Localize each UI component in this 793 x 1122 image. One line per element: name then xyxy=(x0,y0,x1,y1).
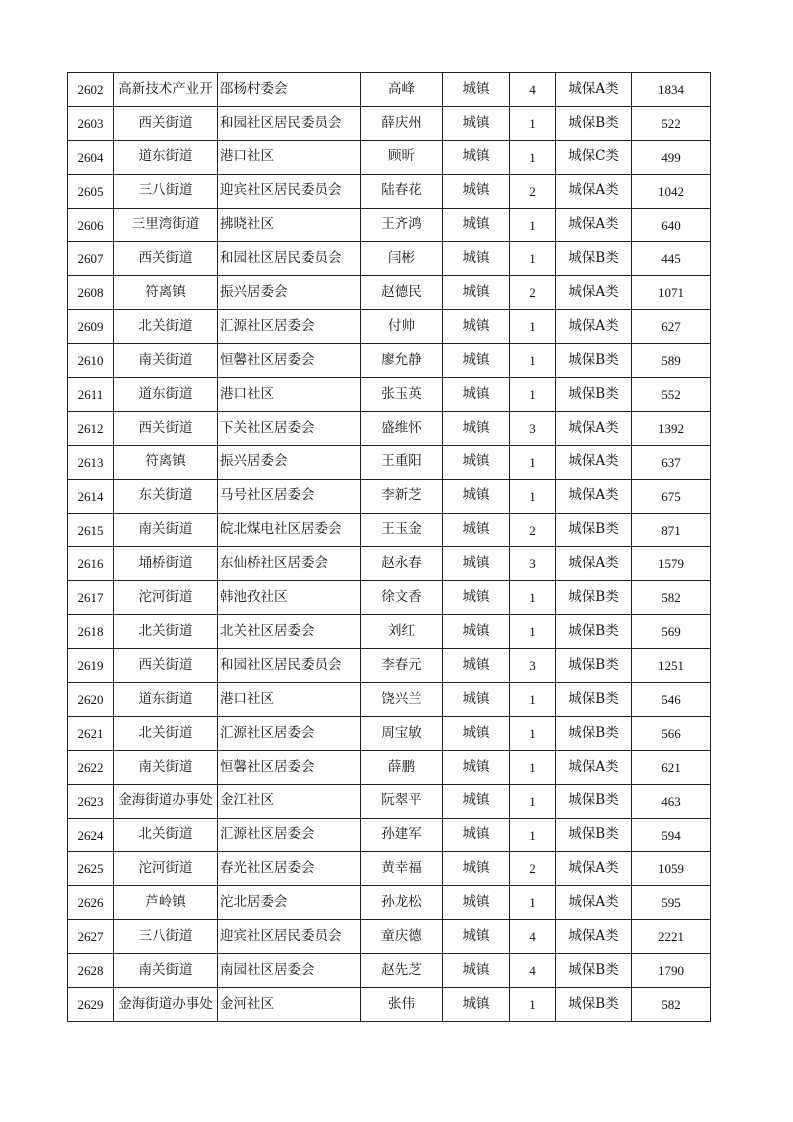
household-count-cell: 4 xyxy=(510,920,556,954)
category-cell: 城保B类 xyxy=(556,716,632,750)
table-row xyxy=(68,208,711,242)
serial-number-cell: 2621 xyxy=(68,716,114,750)
amount-cell: 637 xyxy=(632,445,711,479)
category-cell: 城保C类 xyxy=(556,140,632,174)
amount-cell: 546 xyxy=(632,683,711,717)
name-cell: 薛鹏 xyxy=(361,750,443,784)
serial-number-cell: 2625 xyxy=(68,852,114,886)
community-cell: 汇源社区居委会 xyxy=(218,716,361,750)
community-cell: 和园社区居民委员会 xyxy=(218,649,361,683)
amount-cell: 1042 xyxy=(632,174,711,208)
township-cell: 西关街道 xyxy=(114,649,218,683)
township-cell: 南关街道 xyxy=(114,513,218,547)
household-count-cell: 1 xyxy=(510,310,556,344)
name-cell: 闫彬 xyxy=(361,242,443,276)
name-cell: 童庆德 xyxy=(361,920,443,954)
area-type-cell: 城镇 xyxy=(443,716,510,750)
area-type-cell: 城镇 xyxy=(443,547,510,581)
community-cell: 邵杨村委会 xyxy=(218,73,361,107)
table-row xyxy=(68,378,711,412)
township-cell: 西关街道 xyxy=(114,411,218,445)
community-cell: 和园社区居民委员会 xyxy=(218,242,361,276)
table-row xyxy=(68,479,711,513)
community-cell: 恒馨社区居委会 xyxy=(218,344,361,378)
name-cell: 赵先芝 xyxy=(361,954,443,988)
serial-number-cell: 2617 xyxy=(68,581,114,615)
serial-number-cell: 2614 xyxy=(68,479,114,513)
community-cell: 沱北居委会 xyxy=(218,886,361,920)
category-cell: 城保A类 xyxy=(556,73,632,107)
community-cell: 马号社区居委会 xyxy=(218,479,361,513)
community-cell: 迎宾社区居民委员会 xyxy=(218,920,361,954)
community-cell: 和园社区居民委员会 xyxy=(218,106,361,140)
community-cell: 南园社区居委会 xyxy=(218,954,361,988)
area-type-cell: 城镇 xyxy=(443,920,510,954)
amount-cell: 595 xyxy=(632,886,711,920)
table-row xyxy=(68,784,711,818)
township-cell: 埇桥街道 xyxy=(114,547,218,581)
township-cell: 西关街道 xyxy=(114,106,218,140)
amount-cell: 1071 xyxy=(632,276,711,310)
area-type-cell: 城镇 xyxy=(443,479,510,513)
name-cell: 孙建军 xyxy=(361,818,443,852)
serial-number-cell: 2618 xyxy=(68,615,114,649)
category-cell: 城保B类 xyxy=(556,683,632,717)
amount-cell: 499 xyxy=(632,140,711,174)
table-row xyxy=(68,344,711,378)
amount-cell: 566 xyxy=(632,716,711,750)
area-type-cell: 城镇 xyxy=(443,208,510,242)
table-row xyxy=(68,106,711,140)
category-cell: 城保A类 xyxy=(556,208,632,242)
township-cell: 沱河街道 xyxy=(114,581,218,615)
amount-cell: 1834 xyxy=(632,73,711,107)
category-cell: 城保B类 xyxy=(556,988,632,1022)
amount-cell: 569 xyxy=(632,615,711,649)
name-cell: 刘红 xyxy=(361,615,443,649)
serial-number-cell: 2624 xyxy=(68,818,114,852)
area-type-cell: 城镇 xyxy=(443,852,510,886)
serial-number-cell: 2628 xyxy=(68,954,114,988)
household-count-cell: 1 xyxy=(510,716,556,750)
community-cell: 北关社区居委会 xyxy=(218,615,361,649)
amount-cell: 589 xyxy=(632,344,711,378)
area-type-cell: 城镇 xyxy=(443,411,510,445)
household-count-cell: 3 xyxy=(510,411,556,445)
serial-number-cell: 2619 xyxy=(68,649,114,683)
category-cell: 城保A类 xyxy=(556,852,632,886)
name-cell: 付帅 xyxy=(361,310,443,344)
name-cell: 张玉英 xyxy=(361,378,443,412)
serial-number-cell: 2607 xyxy=(68,242,114,276)
amount-cell: 675 xyxy=(632,479,711,513)
name-cell: 赵德民 xyxy=(361,276,443,310)
township-cell: 芦岭镇 xyxy=(114,886,218,920)
community-cell: 迎宾社区居民委员会 xyxy=(218,174,361,208)
township-cell: 符离镇 xyxy=(114,276,218,310)
serial-number-cell: 2606 xyxy=(68,208,114,242)
township-cell: 道东街道 xyxy=(114,140,218,174)
table-row xyxy=(68,649,711,683)
name-cell: 王重阳 xyxy=(361,445,443,479)
record-table xyxy=(67,72,711,1022)
household-count-cell: 1 xyxy=(510,988,556,1022)
amount-cell: 463 xyxy=(632,784,711,818)
household-count-cell: 2 xyxy=(510,174,556,208)
area-type-cell: 城镇 xyxy=(443,886,510,920)
amount-cell: 621 xyxy=(632,750,711,784)
category-cell: 城保B类 xyxy=(556,784,632,818)
community-cell: 金江社区 xyxy=(218,784,361,818)
category-cell: 城保B类 xyxy=(556,954,632,988)
amount-cell: 1251 xyxy=(632,649,711,683)
table-row xyxy=(68,513,711,547)
serial-number-cell: 2612 xyxy=(68,411,114,445)
amount-cell: 1392 xyxy=(632,411,711,445)
area-type-cell: 城镇 xyxy=(443,954,510,988)
amount-cell: 871 xyxy=(632,513,711,547)
area-type-cell: 城镇 xyxy=(443,750,510,784)
community-cell: 恒馨社区居委会 xyxy=(218,750,361,784)
table-row xyxy=(68,411,711,445)
household-count-cell: 4 xyxy=(510,73,556,107)
table-row xyxy=(68,615,711,649)
township-cell: 南关街道 xyxy=(114,954,218,988)
household-count-cell: 1 xyxy=(510,581,556,615)
serial-number-cell: 2616 xyxy=(68,547,114,581)
household-count-cell: 1 xyxy=(510,784,556,818)
name-cell: 阮翠平 xyxy=(361,784,443,818)
category-cell: 城保A类 xyxy=(556,445,632,479)
name-cell: 饶兴兰 xyxy=(361,683,443,717)
table-row xyxy=(68,445,711,479)
name-cell: 顾昕 xyxy=(361,140,443,174)
area-type-cell: 城镇 xyxy=(443,445,510,479)
township-cell: 北关街道 xyxy=(114,615,218,649)
serial-number-cell: 2603 xyxy=(68,106,114,140)
household-count-cell: 4 xyxy=(510,954,556,988)
area-type-cell: 城镇 xyxy=(443,106,510,140)
table-row xyxy=(68,852,711,886)
serial-number-cell: 2615 xyxy=(68,513,114,547)
area-type-cell: 城镇 xyxy=(443,784,510,818)
community-cell: 港口社区 xyxy=(218,140,361,174)
township-cell: 高新技术产业开 xyxy=(114,73,218,107)
category-cell: 城保A类 xyxy=(556,547,632,581)
area-type-cell: 城镇 xyxy=(443,344,510,378)
area-type-cell: 城镇 xyxy=(443,310,510,344)
community-cell: 拂晓社区 xyxy=(218,208,361,242)
table-row xyxy=(68,140,711,174)
household-count-cell: 1 xyxy=(510,886,556,920)
area-type-cell: 城镇 xyxy=(443,581,510,615)
area-type-cell: 城镇 xyxy=(443,276,510,310)
household-count-cell: 1 xyxy=(510,750,556,784)
category-cell: 城保A类 xyxy=(556,276,632,310)
name-cell: 周宝敏 xyxy=(361,716,443,750)
name-cell: 李新芝 xyxy=(361,479,443,513)
community-cell: 振兴居委会 xyxy=(218,445,361,479)
name-cell: 赵永春 xyxy=(361,547,443,581)
household-count-cell: 3 xyxy=(510,547,556,581)
household-count-cell: 1 xyxy=(510,344,556,378)
household-count-cell: 3 xyxy=(510,649,556,683)
name-cell: 廖允静 xyxy=(361,344,443,378)
amount-cell: 1579 xyxy=(632,547,711,581)
name-cell: 高峰 xyxy=(361,73,443,107)
table-row xyxy=(68,716,711,750)
household-count-cell: 1 xyxy=(510,479,556,513)
township-cell: 沱河街道 xyxy=(114,852,218,886)
table-row xyxy=(68,581,711,615)
area-type-cell: 城镇 xyxy=(443,73,510,107)
household-count-cell: 1 xyxy=(510,208,556,242)
community-cell: 皖北煤电社区居委会 xyxy=(218,513,361,547)
category-cell: 城保B类 xyxy=(556,649,632,683)
township-cell: 东关街道 xyxy=(114,479,218,513)
township-cell: 金海街道办事处 xyxy=(114,784,218,818)
area-type-cell: 城镇 xyxy=(443,174,510,208)
township-cell: 道东街道 xyxy=(114,683,218,717)
name-cell: 孙龙松 xyxy=(361,886,443,920)
amount-cell: 627 xyxy=(632,310,711,344)
area-type-cell: 城镇 xyxy=(443,818,510,852)
household-count-cell: 2 xyxy=(510,852,556,886)
serial-number-cell: 2611 xyxy=(68,378,114,412)
amount-cell: 445 xyxy=(632,242,711,276)
table-row xyxy=(68,276,711,310)
community-cell: 汇源社区居委会 xyxy=(218,818,361,852)
category-cell: 城保A类 xyxy=(556,411,632,445)
household-count-cell: 1 xyxy=(510,683,556,717)
community-cell: 金河社区 xyxy=(218,988,361,1022)
category-cell: 城保B类 xyxy=(556,106,632,140)
name-cell: 李春元 xyxy=(361,649,443,683)
township-cell: 北关街道 xyxy=(114,310,218,344)
township-cell: 三八街道 xyxy=(114,920,218,954)
name-cell: 黄幸福 xyxy=(361,852,443,886)
category-cell: 城保B类 xyxy=(556,344,632,378)
township-cell: 符离镇 xyxy=(114,445,218,479)
table-row xyxy=(68,174,711,208)
household-count-cell: 2 xyxy=(510,513,556,547)
serial-number-cell: 2609 xyxy=(68,310,114,344)
area-type-cell: 城镇 xyxy=(443,988,510,1022)
amount-cell: 522 xyxy=(632,106,711,140)
serial-number-cell: 2604 xyxy=(68,140,114,174)
household-count-cell: 1 xyxy=(510,615,556,649)
township-cell: 三里湾街道 xyxy=(114,208,218,242)
amount-cell: 582 xyxy=(632,581,711,615)
category-cell: 城保A类 xyxy=(556,920,632,954)
area-type-cell: 城镇 xyxy=(443,140,510,174)
serial-number-cell: 2605 xyxy=(68,174,114,208)
township-cell: 金海街道办事处 xyxy=(114,988,218,1022)
table-row xyxy=(68,818,711,852)
area-type-cell: 城镇 xyxy=(443,615,510,649)
serial-number-cell: 2620 xyxy=(68,683,114,717)
community-cell: 港口社区 xyxy=(218,683,361,717)
serial-number-cell: 2627 xyxy=(68,920,114,954)
name-cell: 盛维怀 xyxy=(361,411,443,445)
table-row xyxy=(68,920,711,954)
serial-number-cell: 2622 xyxy=(68,750,114,784)
name-cell: 陆春花 xyxy=(361,174,443,208)
community-cell: 韩池孜社区 xyxy=(218,581,361,615)
table-row xyxy=(68,750,711,784)
table-row xyxy=(68,73,711,107)
area-type-cell: 城镇 xyxy=(443,683,510,717)
household-count-cell: 2 xyxy=(510,276,556,310)
township-cell: 西关街道 xyxy=(114,242,218,276)
township-cell: 三八街道 xyxy=(114,174,218,208)
household-count-cell: 1 xyxy=(510,445,556,479)
table-row xyxy=(68,683,711,717)
category-cell: 城保A类 xyxy=(556,174,632,208)
category-cell: 城保B类 xyxy=(556,615,632,649)
table-row xyxy=(68,242,711,276)
category-cell: 城保B类 xyxy=(556,581,632,615)
amount-cell: 582 xyxy=(632,988,711,1022)
serial-number-cell: 2629 xyxy=(68,988,114,1022)
name-cell: 王玉金 xyxy=(361,513,443,547)
township-cell: 道东街道 xyxy=(114,378,218,412)
household-count-cell: 1 xyxy=(510,378,556,412)
community-cell: 春光社区居委会 xyxy=(218,852,361,886)
household-count-cell: 1 xyxy=(510,106,556,140)
table-body xyxy=(68,73,711,1022)
township-cell: 北关街道 xyxy=(114,818,218,852)
area-type-cell: 城镇 xyxy=(443,242,510,276)
serial-number-cell: 2623 xyxy=(68,784,114,818)
area-type-cell: 城镇 xyxy=(443,649,510,683)
household-count-cell: 1 xyxy=(510,818,556,852)
table-row xyxy=(68,310,711,344)
category-cell: 城保B类 xyxy=(556,513,632,547)
amount-cell: 1059 xyxy=(632,852,711,886)
table-row xyxy=(68,988,711,1022)
amount-cell: 594 xyxy=(632,818,711,852)
category-cell: 城保B类 xyxy=(556,242,632,276)
category-cell: 城保B类 xyxy=(556,378,632,412)
community-cell: 下关社区居委会 xyxy=(218,411,361,445)
township-cell: 南关街道 xyxy=(114,344,218,378)
table-row xyxy=(68,954,711,988)
table-row xyxy=(68,547,711,581)
name-cell: 薛庆州 xyxy=(361,106,443,140)
area-type-cell: 城镇 xyxy=(443,513,510,547)
category-cell: 城保A类 xyxy=(556,750,632,784)
area-type-cell: 城镇 xyxy=(443,378,510,412)
community-cell: 汇源社区居委会 xyxy=(218,310,361,344)
amount-cell: 2221 xyxy=(632,920,711,954)
serial-number-cell: 2608 xyxy=(68,276,114,310)
household-count-cell: 1 xyxy=(510,242,556,276)
name-cell: 张伟 xyxy=(361,988,443,1022)
category-cell: 城保A类 xyxy=(556,310,632,344)
serial-number-cell: 2602 xyxy=(68,73,114,107)
township-cell: 南关街道 xyxy=(114,750,218,784)
amount-cell: 1790 xyxy=(632,954,711,988)
household-count-cell: 1 xyxy=(510,140,556,174)
community-cell: 港口社区 xyxy=(218,378,361,412)
community-cell: 振兴居委会 xyxy=(218,276,361,310)
serial-number-cell: 2613 xyxy=(68,445,114,479)
township-cell: 北关街道 xyxy=(114,716,218,750)
name-cell: 王齐鸿 xyxy=(361,208,443,242)
name-cell: 徐文香 xyxy=(361,581,443,615)
serial-number-cell: 2610 xyxy=(68,344,114,378)
serial-number-cell: 2626 xyxy=(68,886,114,920)
table-row xyxy=(68,886,711,920)
amount-cell: 640 xyxy=(632,208,711,242)
category-cell: 城保B类 xyxy=(556,818,632,852)
category-cell: 城保A类 xyxy=(556,479,632,513)
amount-cell: 552 xyxy=(632,378,711,412)
category-cell: 城保A类 xyxy=(556,886,632,920)
community-cell: 东仙桥社区居委会 xyxy=(218,547,361,581)
